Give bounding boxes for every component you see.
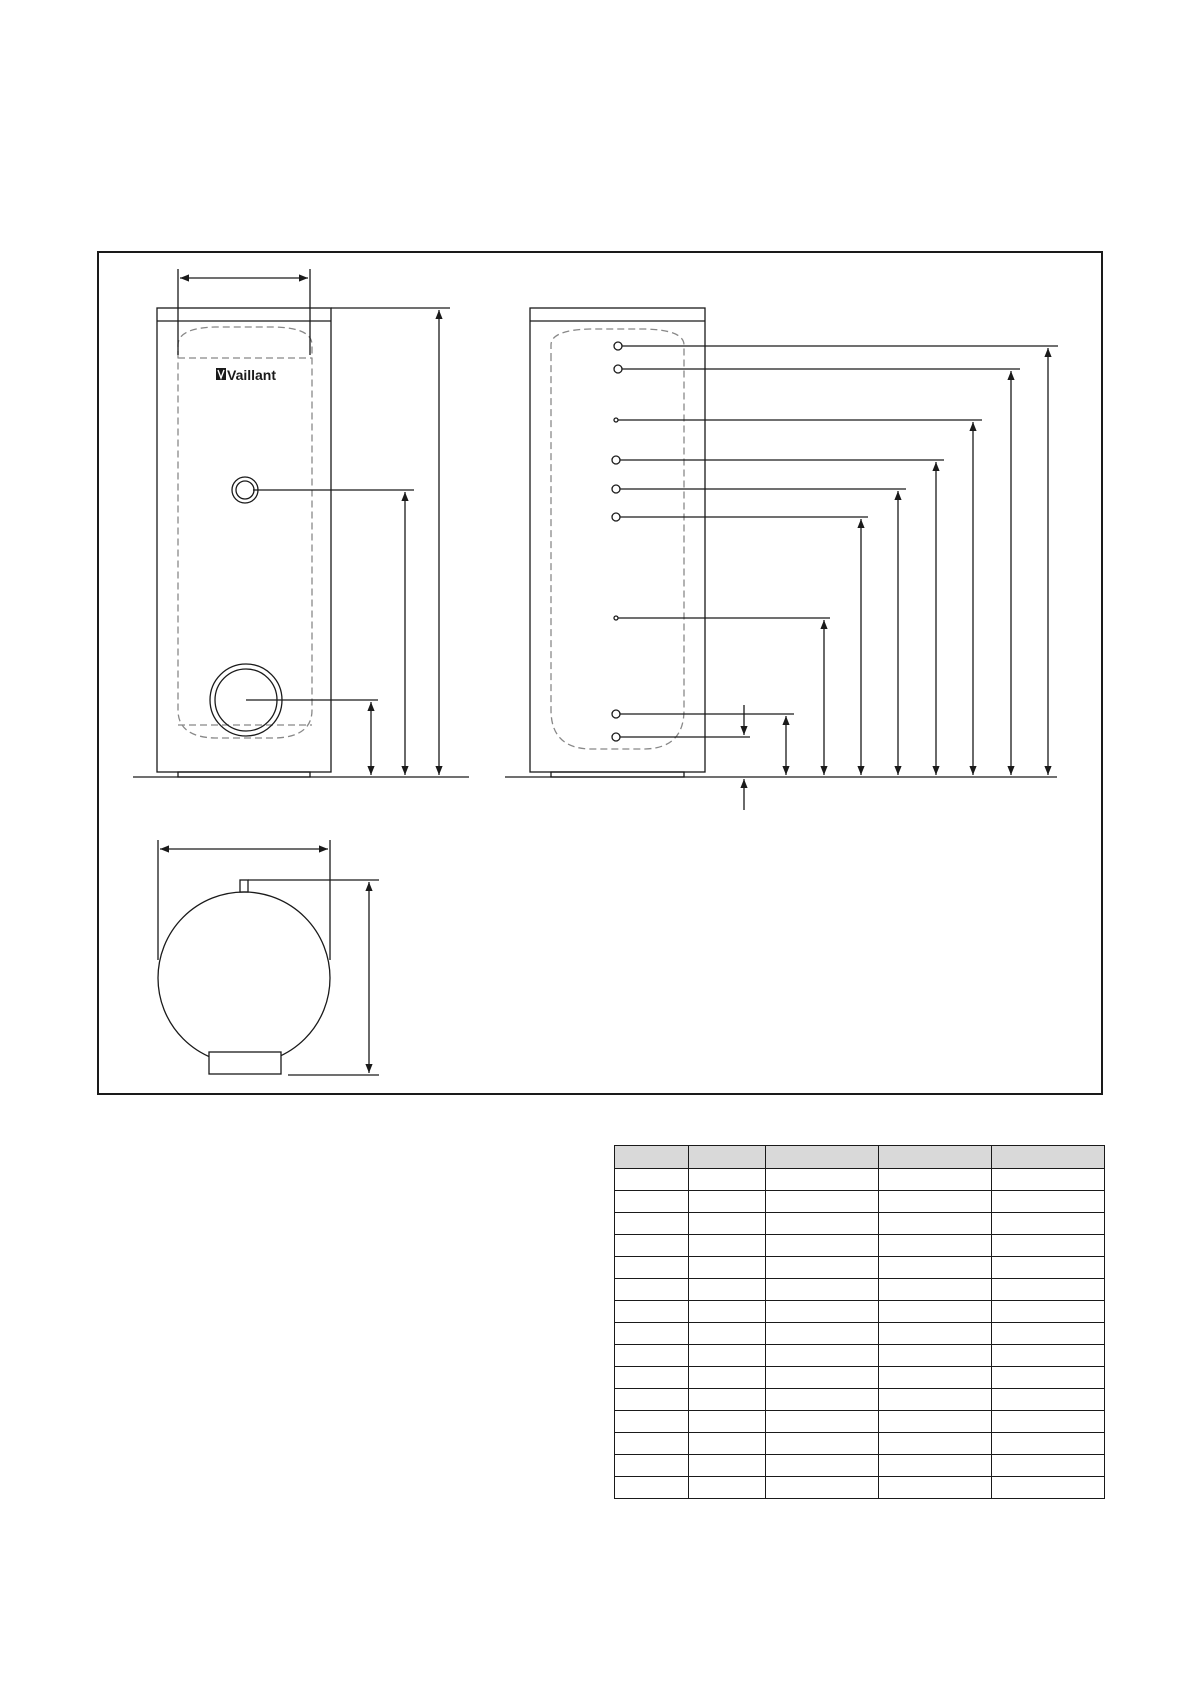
table-cell [615, 1455, 689, 1477]
table-cell [615, 1279, 689, 1301]
header-cell [615, 1146, 689, 1169]
side-connection-8 [612, 710, 620, 718]
table-cell [615, 1433, 689, 1455]
table-cell [879, 1257, 992, 1279]
table-cell [766, 1279, 879, 1301]
table-cell [766, 1301, 879, 1323]
table-cell [766, 1345, 879, 1367]
side-connection-2 [614, 365, 622, 373]
table-row [615, 1411, 1105, 1433]
table-cell [992, 1257, 1105, 1279]
table-cell [615, 1389, 689, 1411]
base-foot-top [209, 1052, 281, 1074]
dimension-table [614, 1145, 1105, 1499]
table-cell [992, 1367, 1105, 1389]
table-cell [689, 1257, 766, 1279]
side-connection-6 [612, 513, 620, 521]
table-row [615, 1345, 1105, 1367]
side-connection-4 [612, 456, 620, 464]
table-cell [766, 1477, 879, 1499]
inner-vessel-side [551, 329, 684, 749]
table-row [615, 1191, 1105, 1213]
table-cell [689, 1213, 766, 1235]
table-cell [992, 1433, 1105, 1455]
table-row [615, 1169, 1105, 1191]
table-cell [992, 1213, 1105, 1235]
vaillant-logo [216, 367, 276, 383]
table-cell [615, 1345, 689, 1367]
table-row [615, 1455, 1105, 1477]
table-row [615, 1367, 1105, 1389]
table-cell [992, 1345, 1105, 1367]
table-cell [879, 1213, 992, 1235]
table-cell [879, 1235, 992, 1257]
tank-circle-top [158, 892, 330, 1064]
table-cell [689, 1389, 766, 1411]
table-cell [879, 1433, 992, 1455]
table-cell [879, 1367, 992, 1389]
side-connection-3 [614, 418, 618, 422]
table-cell [615, 1169, 689, 1191]
table-cell [766, 1389, 879, 1411]
table-cell [689, 1279, 766, 1301]
table-cell [689, 1433, 766, 1455]
table-cell [879, 1455, 992, 1477]
header-cell [689, 1146, 766, 1169]
table-cell [689, 1169, 766, 1191]
table-cell [766, 1169, 879, 1191]
table-cell [766, 1367, 879, 1389]
table-row [615, 1213, 1105, 1235]
table-cell [879, 1323, 992, 1345]
table-cell [766, 1323, 879, 1345]
header-cell [879, 1146, 992, 1169]
table-cell [766, 1455, 879, 1477]
brand-logo-text: Vaillant [227, 367, 277, 383]
table-cell [879, 1301, 992, 1323]
table-cell [992, 1235, 1105, 1257]
table-cell [689, 1367, 766, 1389]
table-row [615, 1389, 1105, 1411]
table-cell [615, 1213, 689, 1235]
dimension-table-header [615, 1146, 1105, 1169]
table-cell [766, 1235, 879, 1257]
tank-body-side [530, 308, 705, 772]
front-view [133, 269, 469, 777]
side-connection-9 [612, 733, 620, 741]
table-cell [766, 1213, 879, 1235]
inner-vessel-front [178, 327, 312, 738]
header-cell [992, 1146, 1105, 1169]
tank-feet-side [551, 772, 684, 777]
side-connections [612, 342, 1058, 741]
table-cell [689, 1323, 766, 1345]
table-row [615, 1477, 1105, 1499]
table-cell [992, 1477, 1105, 1499]
side-view [505, 308, 1058, 810]
table-cell [689, 1301, 766, 1323]
table-cell [992, 1169, 1105, 1191]
table-cell [615, 1301, 689, 1323]
top-connection-stub [240, 880, 248, 892]
table-cell [992, 1389, 1105, 1411]
table-cell [992, 1301, 1105, 1323]
side-connection-5 [612, 485, 620, 493]
table-cell [615, 1477, 689, 1499]
table-cell [879, 1169, 992, 1191]
table-cell [615, 1411, 689, 1433]
side-connection-1 [614, 342, 622, 350]
table-cell [615, 1191, 689, 1213]
table-cell [879, 1389, 992, 1411]
table-row [615, 1235, 1105, 1257]
table-cell [992, 1191, 1105, 1213]
table-cell [879, 1477, 992, 1499]
table-cell [766, 1433, 879, 1455]
tank-feet-front [178, 772, 310, 777]
table-cell [689, 1191, 766, 1213]
table-row [615, 1323, 1105, 1345]
table-cell [615, 1257, 689, 1279]
header-cell [766, 1146, 879, 1169]
side-connection-7 [614, 616, 618, 620]
table-cell [992, 1455, 1105, 1477]
table-cell [879, 1279, 992, 1301]
table-cell [689, 1235, 766, 1257]
table-cell [615, 1367, 689, 1389]
table-cell [992, 1279, 1105, 1301]
table-cell [879, 1411, 992, 1433]
table-cell [615, 1235, 689, 1257]
table-cell [992, 1411, 1105, 1433]
table-cell [992, 1323, 1105, 1345]
table-row [615, 1301, 1105, 1323]
upper-connection-inner [236, 481, 254, 499]
table-row [615, 1279, 1105, 1301]
table-cell [766, 1257, 879, 1279]
table-cell [766, 1191, 879, 1213]
top-view [158, 840, 379, 1075]
table-cell [689, 1411, 766, 1433]
table-cell [689, 1477, 766, 1499]
table-cell [766, 1411, 879, 1433]
table-row [615, 1257, 1105, 1279]
table-cell [689, 1345, 766, 1367]
table-cell [879, 1191, 992, 1213]
table-cell [615, 1323, 689, 1345]
table-cell [879, 1345, 992, 1367]
table-row [615, 1433, 1105, 1455]
table-cell [689, 1455, 766, 1477]
